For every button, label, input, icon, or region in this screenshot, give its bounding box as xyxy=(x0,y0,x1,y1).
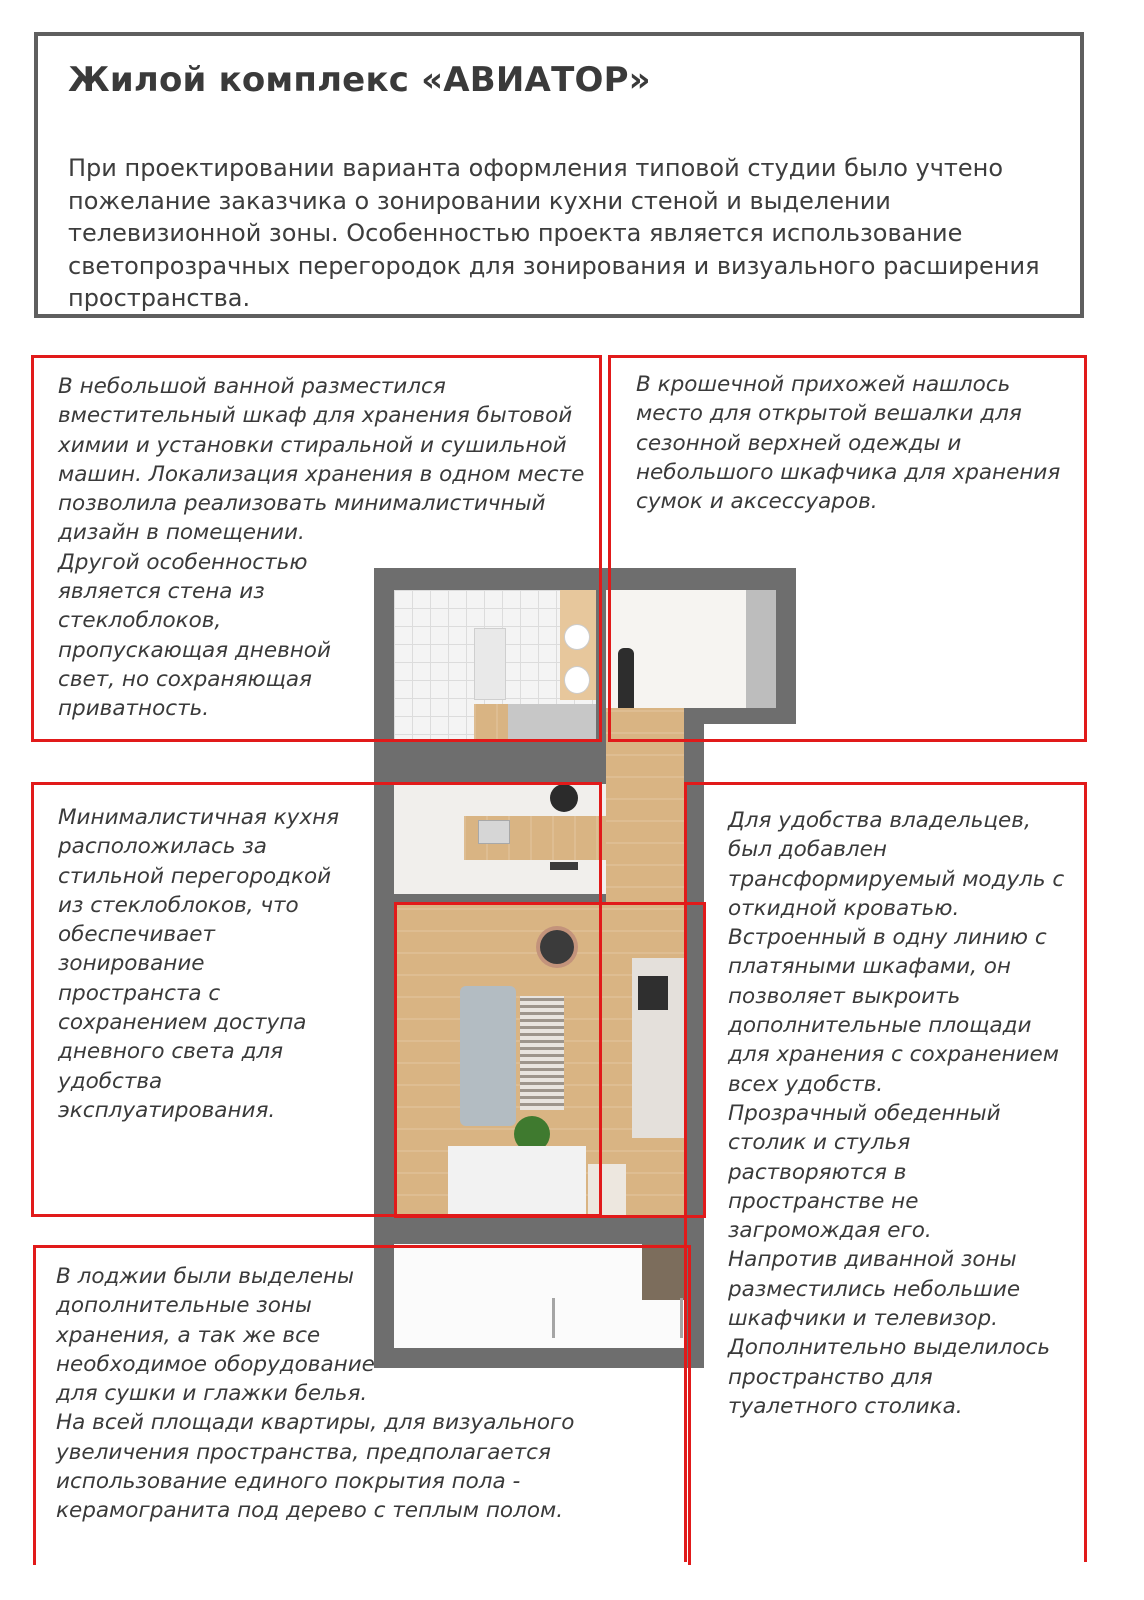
bathroom-note: В небольшой ванной разместился вместительный шкаф для хранения бытовой химии и установки стиральной и сушильной машин. Локализация хранения в одном месте позволила реализовать минималистичный дизайн в помещении. Другой особенностью является стена из стеклоблоков, пропускающая дневной свет, но сохраняющая приватность. xyxy=(58,374,585,722)
living-room-note: Для удобства владельцев, был добавлен трансформируемый модуль с откидной кроватью. Встроенный в одну линию с платяными шкафами, он позволяет выкроить дополнительные площади для хранения с сохранением всех удобств. Прозрачный обеденный столик и стулья растворяются в пространстве не загромождая его. Напротив диванной зоны разместились небольшие шкафчики и телевизор. Дополнительно выделилось пространство для туалетного столика. xyxy=(728,808,1065,1419)
plan-wall xyxy=(394,740,606,784)
plan-wall xyxy=(374,1218,704,1244)
intro-paragraph: При проектировании варианта оформления типовой студии было учтено пожелание заказчика о зонировании кухни стеной и выделении телевизионной зоны. Особенностью проекта является использование светопрозрачных перегородок для зонирования и визуального расширения пространства. xyxy=(68,154,1040,312)
living-room-frame xyxy=(394,902,706,1218)
loggia-note: В лоджии были выделены дополнительные зоны хранения, а так же все необходимое оборудование для сушки и глажки белья. На всей площади квартиры, для визуального увеличения пространства, предполагается использование единого покрытия пола - керамогранита под дерево с теплым полом. xyxy=(56,1264,575,1524)
header-box xyxy=(34,32,1084,318)
hallway-note: В крошечной прихожей нашлось место для открытой вешалки для сезонной верхней одежды и небольшого шкафчика для хранения сумок и аксессуаров. xyxy=(636,372,1061,515)
page-title: Жилой комплекс «АВИАТОР» xyxy=(68,60,651,100)
kitchen-note: Минималистичная кухня расположилась за стильной перегородкой из стеклоблоков, что обеспечивает зонирование пространста с сохранением доступа дневного света для удобства эксплуатирования. xyxy=(58,805,340,1123)
